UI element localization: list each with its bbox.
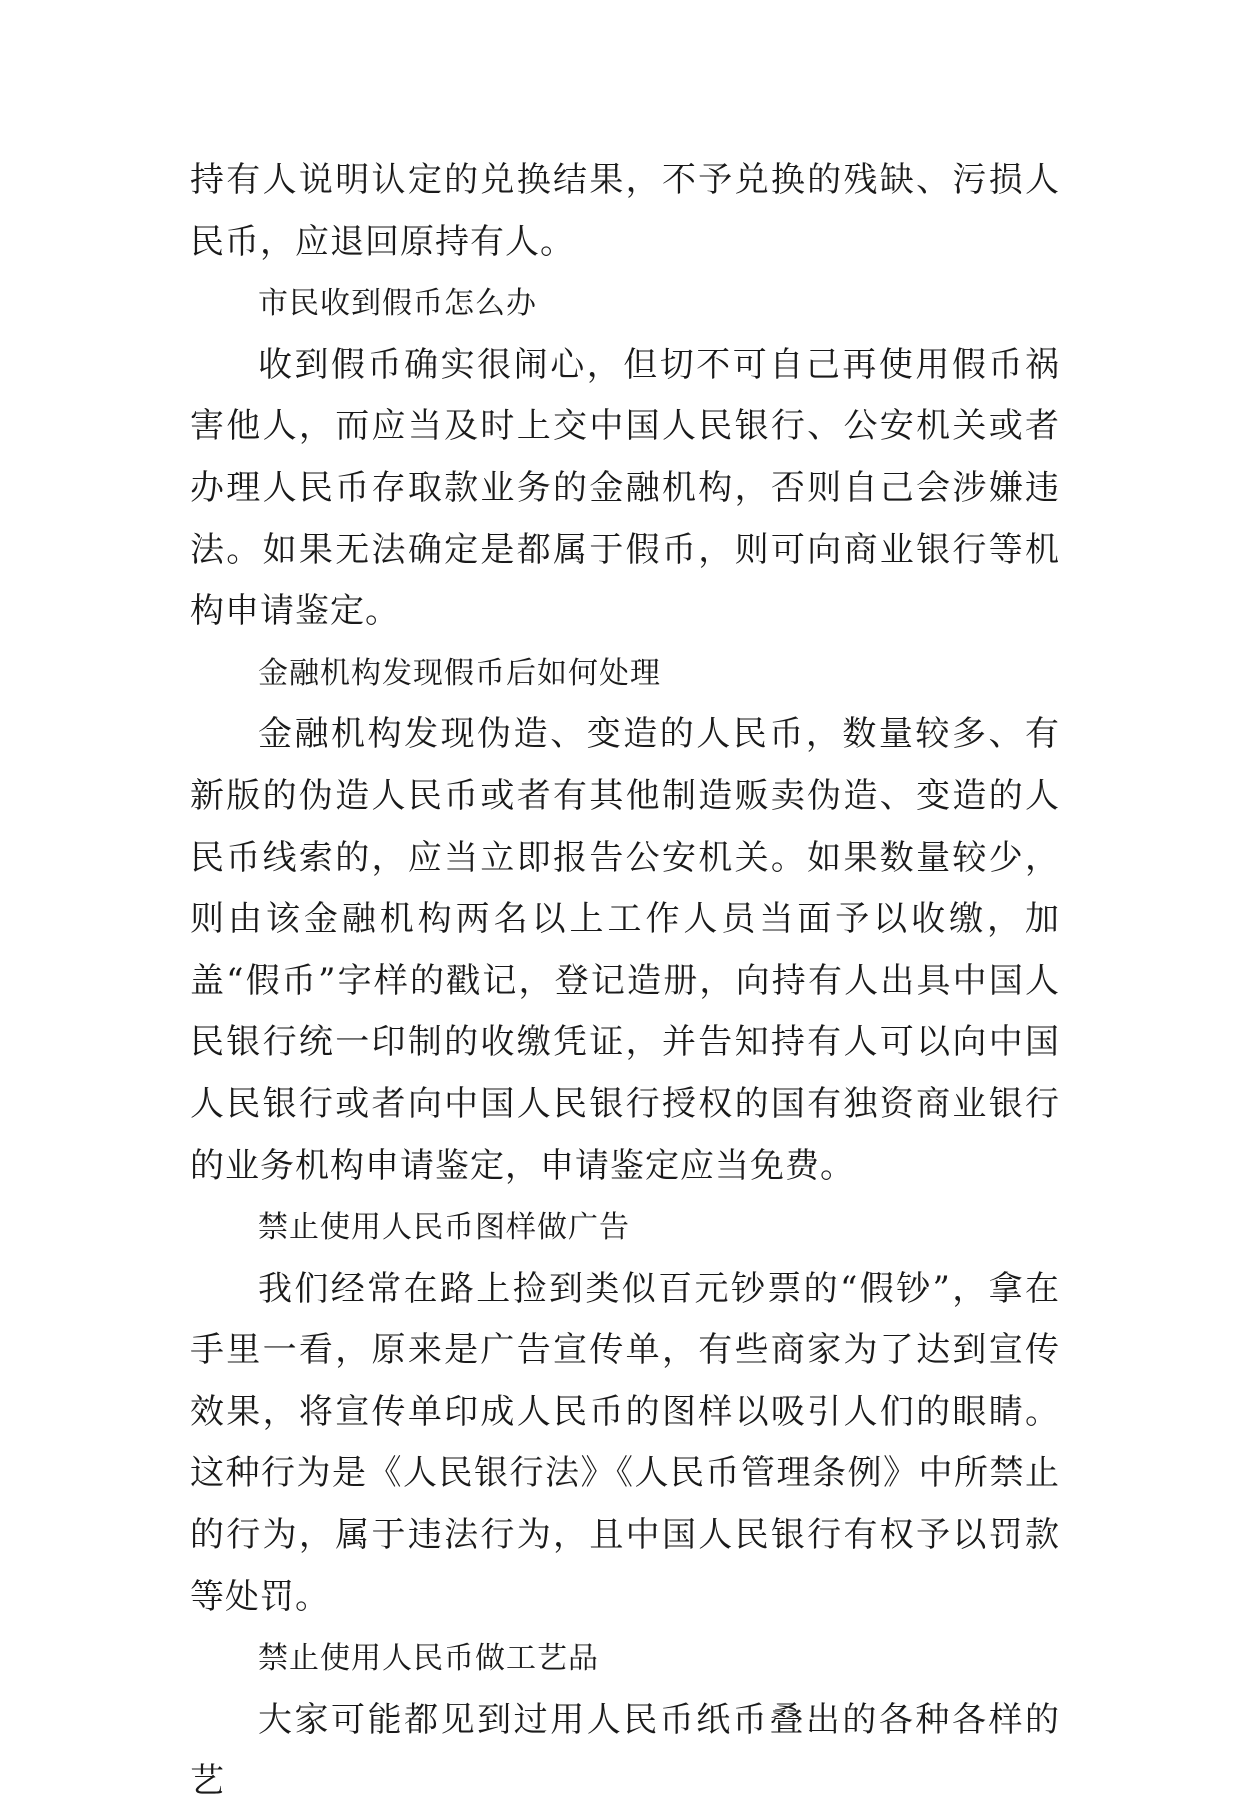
paragraph-advertising-ban: 我们经常在路上捡到类似百元钞票的“假钞”，拿在手里一看，原来是广告宣传单，有些商家为了达到宣传效果，将宣传单印成人民币的图样以吸引人们的眼睛。这种行为是《人民银行法》《人民币管理条例》中所禁止的行为，属于违法行为，且中国人民银行有权予以罚款等处罚。 bbox=[190, 1268, 1060, 1617]
paragraph-financial-institution: 金融机构发现伪造、变造的人民币，数量较多、有新版的伪造人民币或者有其他制造贩卖伪造、变造的人民币线索的，应当立即报告公安机关。如果数量较少，则由该金融机构两名以上工作人员当面予以收缴，加盖“假币”字样的戳记，登记造册，向持有人出具中国人民银行统一印制的收缴凭证，并告知持有人可以向中国人民银行或者向中国人民银行授权的国有独资商业银行的业务机构申请鉴定，申请鉴定应当免费。 bbox=[190, 714, 1060, 1186]
paragraph-craft-ban: 大家可能都见到过用人民币纸币叠出的各种各样的艺 bbox=[190, 1699, 1060, 1802]
paragraph-continuation: 持有人说明认定的兑换结果，不予兑换的残缺、污损人民币，应退回原持有人。 bbox=[190, 160, 1060, 262]
section-heading-craft-ban: 禁止使用人民币做工艺品 bbox=[258, 1641, 599, 1677]
section-heading-financial-institution: 金融机构发现假币后如何处理 bbox=[258, 655, 661, 691]
paragraph-counterfeit-received: 收到假币确实很闹心，但切不可自己再使用假币祸害他人，而应当及时上交中国人民银行、公安机关或者办理人民币存取款业务的金融机构，否则自己会涉嫌违法。如果无法确定是都属于假币，则可向商业银行等机构申请鉴定。 bbox=[190, 344, 1060, 632]
section-heading-advertising-ban: 禁止使用人民币图样做广告 bbox=[258, 1210, 630, 1246]
document-body bbox=[190, 150, 1060, 1813]
section-heading-counterfeit-received: 市民收到假币怎么办 bbox=[258, 286, 537, 322]
